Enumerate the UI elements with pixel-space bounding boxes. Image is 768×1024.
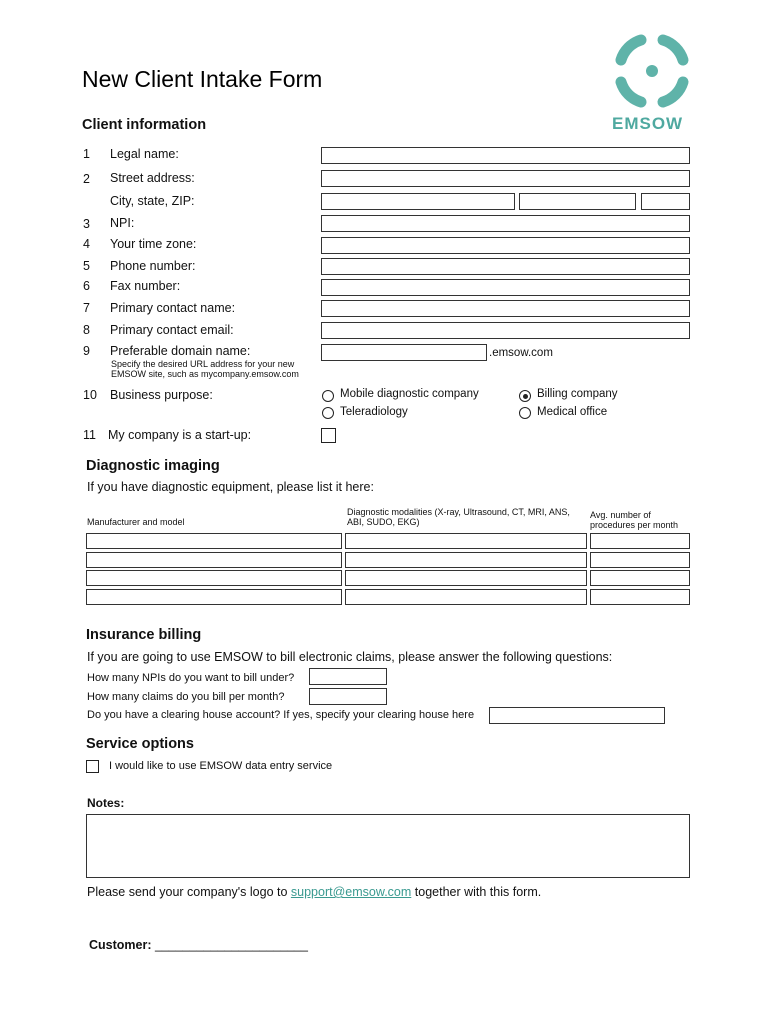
fax-label: Fax number: [110,279,181,293]
data-entry-checkbox[interactable] [86,760,99,773]
emsow-logo [608,30,696,134]
client-info-heading: Client information [82,117,207,133]
zip-input[interactable] [641,193,690,210]
insurance-intro: If you are going to use EMSOW to bill electronic claims, please answer the following questions: [87,650,613,664]
field-number: 9 [83,344,90,358]
footer-text-after: together with this form. [414,885,542,899]
npi-count-input[interactable] [309,668,387,685]
diagnostic-heading: Diagnostic imaging [86,458,220,474]
startup-checkbox[interactable] [321,428,336,443]
contact-name-label: Primary contact name: [110,301,236,315]
footer-text [87,885,541,899]
fax-input[interactable] [321,279,690,296]
time-zone-input[interactable] [321,237,690,254]
npi-label: NPI: [110,216,135,230]
claims-count-question: How many claims do you bill per month? [87,691,285,703]
medical-office-radio[interactable] [519,407,531,419]
npi-input[interactable] [321,215,690,232]
notes-label: Notes: [87,796,125,810]
state-input[interactable] [519,193,636,210]
equipment-cell[interactable] [345,533,587,549]
clearing-house-input[interactable] [489,707,665,724]
field-number: 11 [83,428,96,442]
mobile-diagnostic-radio[interactable] [322,390,334,402]
field-number: 3 [83,217,90,231]
npi-count-question: How many NPIs do you want to bill under? [87,672,295,684]
domain-input[interactable] [321,344,487,361]
col-header-manufacturer: Manufacturer and model [87,517,185,527]
phone-label: Phone number: [110,259,196,273]
clearing-house-question: Do you have a clearing house account? If yes, specify your clearing house here [87,709,475,721]
field-number: 6 [83,279,90,293]
equipment-cell[interactable] [590,589,690,605]
data-entry-label: I would like to use EMSOW data entry service [109,760,333,772]
equipment-cell[interactable] [345,552,587,568]
equipment-cell[interactable] [86,589,342,605]
domain-label: Preferable domain name: [110,344,251,358]
street-address-label: Street address: [110,171,195,185]
business-purpose-label: Business purpose: [110,388,213,402]
field-number: 10 [83,388,97,402]
contact-email-label: Primary contact email: [110,323,234,337]
phone-input[interactable] [321,258,690,275]
customer-label: Customer: [89,938,152,952]
startup-label: My company is a start-up: [108,428,252,442]
equipment-cell[interactable] [590,533,690,549]
teleradiology-label: Teleradiology [340,406,408,418]
contact-email-input[interactable] [321,322,690,339]
footer-text-before: Please send your company's logo to [87,885,288,899]
field-number: 5 [83,259,90,273]
signature-line[interactable]: ______________________ [155,938,308,952]
street-address-input[interactable] [321,170,690,187]
city-state-zip-label: City, state, ZIP: [110,194,195,208]
field-number: 2 [83,172,90,186]
claims-count-input[interactable] [309,688,387,705]
domain-suffix: .emsow.com [489,347,553,359]
billing-company-label: Billing company [537,388,618,400]
contact-name-input[interactable] [321,300,690,317]
teleradiology-radio[interactable] [322,407,334,419]
support-email-link[interactable]: support@emsow.com [290,885,412,899]
emsow-logo-icon [608,30,696,114]
field-number: 1 [83,147,90,161]
domain-hint: Specify the desired URL address for your new EMSOW site, such as mycompany.emsow.com [111,359,299,379]
col-header-modalities: Diagnostic modalities (X-ray, Ultrasound, CT, MRI, ANS, ABI, SUDO, EKG) [347,507,570,527]
insurance-heading: Insurance billing [86,627,202,643]
equipment-cell[interactable] [86,570,342,586]
equipment-cell[interactable] [86,533,342,549]
equipment-cell[interactable] [590,552,690,568]
billing-company-radio[interactable] [519,390,531,402]
service-heading: Service options [86,736,194,752]
equipment-cell[interactable] [590,570,690,586]
equipment-cell[interactable] [86,552,342,568]
field-number: 8 [83,323,90,337]
diagnostic-intro: If you have diagnostic equipment, please list it here: [87,480,374,494]
customer-signature [89,938,308,952]
field-number: 7 [83,301,90,315]
logo-wordmark: EMSOW [612,114,684,133]
city-input[interactable] [321,193,515,210]
legal-name-input[interactable] [321,147,690,164]
field-number: 4 [83,237,90,251]
equipment-cell[interactable] [345,589,587,605]
col-header-avg-procedures: Avg. number of procedures per month [590,510,679,530]
legal-name-label: Legal name: [110,147,179,161]
equipment-cell[interactable] [345,570,587,586]
page-title: New Client Intake Form [82,66,323,92]
time-zone-label: Your time zone: [110,237,197,251]
notes-textarea[interactable] [86,814,690,878]
mobile-diagnostic-label: Mobile diagnostic company [340,388,479,400]
medical-office-label: Medical office [537,406,608,418]
